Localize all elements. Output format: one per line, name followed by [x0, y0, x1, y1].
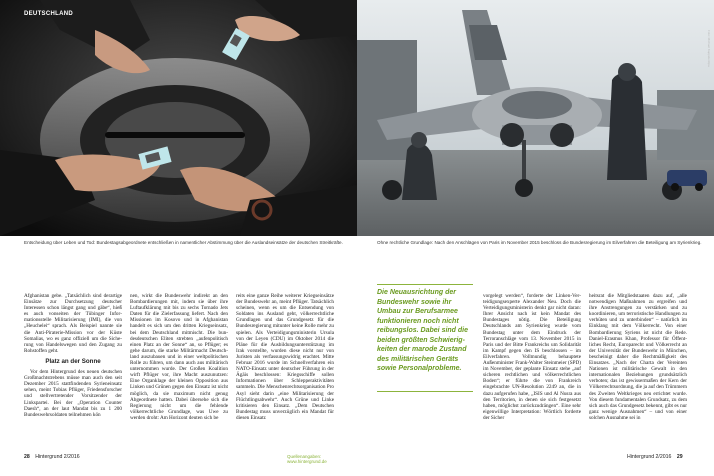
footer-right — [627, 454, 683, 460]
subheading: Platz an der Sonne — [45, 357, 101, 365]
page-number: 29 — [676, 454, 683, 460]
paragraph: heitsrat die Mitgliedstaaten dazu auf, „alle notwendigen Maßnahmen zu ergreifen und ihre Anstrengungen zu verstärken und zu koordinieren, um terroristische Handlungen zu verhüten und zu unterbinden“ – natürlich im Einklang mit dem Völkerrecht. Von einer Bombardierung Syriens ist nicht die Rede. Daniel-Erasmus Khan, Professor für Öffentliches Recht, Europarecht und Völkerrecht an der Universität der Bundeswehr in München, bescheinigt daher die Rechtmäßigkeit des Einsatzes. „Nach der Charta der Vereinten Nationen ist militärische Gewalt in den internationalen Beziehungen grundsätzlich verboten; das ist gewissermaßen der Kern der Völkerrechtsordnung, die ja auf den Trümmern des Zweiten Weltkrieges neu errichtet wurde. Von diesem fundamentalen Grundsatz, zu dem sich auch das Grundgesetz bekennt, gibt es nur ganz wenige Ausnahmen“ – und von einer solchen Ausnahme sei in — [589, 293, 687, 421]
paragraph: nen, wirkt die Bundeswehr indirekt an den Bombardierungen mit, indem sie über ihre Luftaufklärung mit bis zu sechs Tornado Jets Daten für die Zielerfassung liefert. Nach den Missionen im Kosovo und in Afghanistan handelt es sich um den dritten Kriegseinsatz, bei dem Deutschland mitmischt. Die bundesdeutschen Eliten strebten „aufenpolitisch einen Platz an der Sonne“ an, so Pflüger; es gehe darum, die starke Militärmacht Deutschland auszubauen und in einer weltpolitischen Rolle zu führen, um dann auch aus militärisch unternommen wurde. Der Großen Koalition wirft Pflüger vor, ihre Macht auszunutzen: Eine Organklage der kleinen Opposition aus Linken und Grünen gegen den Einsatz ist nicht möglich, da sie maximum nicht genug Abgeordnete hatten. Dabei übersehe sich die Regierung nicht um die fehlende völkerrechtliche Grundlage, was Uwe zu werden droht: Am Horizont deuten sich be — [130, 293, 228, 421]
photo-voting-ballot — [0, 0, 357, 236]
magazine-issue: Hintergrund 2/2016 — [35, 454, 80, 460]
magazine-issue: Hintergrund 2/2016 — [627, 454, 672, 460]
page-number: 28 — [24, 454, 30, 460]
paragraph: Vor dem Hintergrund des neuen deutschen Großmachtstrebens müsse man auch den seit Dezember 2015 stattfindenden Syrieneinsatz sehen, meint Tobias Pflüger, Friedensforscher und stellvertretender Vorsitzender der Linkspartei. Bei der „Operation Counter Daesh“, an der laut Mandat bis zu 1 200 Bundeswehrsoldaten teilnehmen kön — [24, 369, 122, 418]
text-column-3 — [236, 293, 334, 421]
right-page — [357, 0, 714, 476]
photo-credit: Foto: Michael Kappeler/dpa — [707, 30, 711, 67]
photo-caption-left: Entscheidung über Leben und Tod: Bundestagsabgeordnete entschließen in namentlicher Abstimmung über die Auslandseinsätze der deutschen Streitkräfte. — [24, 240, 343, 245]
text-column-6 — [589, 293, 687, 421]
text-column-5 — [483, 293, 581, 421]
photo-tornado-jet — [357, 0, 714, 236]
tornado-photo-illustration — [357, 0, 714, 236]
ballot-photo-illustration — [0, 0, 357, 236]
section-label: DEUTSCHLAND — [24, 11, 73, 17]
paragraph: Afghanistan gebe. „Tatsächlich sind derartige Einsätze zur Durchsetzung deutscher Interessen schon längst gang und gäbe“, hieß es auch vonseiten der Tübinger Informationsstelle Militarisierung (IMI), die von „Heuchelei“ sprach. Als Beispiel nannte sie die Anti-Piraterie-Mission vor der Küste Somalias, wo es ganz offiziell um die Sicherung von Handelswegen und den Zugang zu Rohstoffen geht. — [24, 293, 122, 354]
pull-quote: Die Neuausrichtung der Bundeswehr sowie ihr Umbau zur Berufsarmee funktionieren noch nicht reibungslos. Dabei sind die beiden größten Schwierigkeiten der marode Zustand des militärischen Geräts sowie Personalprobleme. — [377, 284, 473, 392]
photo-caption-right: Ohne rechtliche Grundlage: Nach den Anschlägen von Paris im November 2015 beschloss die Bundesregierung im Eilverfahren die Beteiligung am Syrienkrieg. — [377, 240, 702, 245]
footer-left — [24, 454, 80, 460]
sources-url: Quellenangaben: www.hintergrund.de — [287, 454, 327, 464]
text-column-1 — [24, 293, 122, 418]
paragraph: vorgelegt werden“, forderte der Linken-Verteidigungsexperte Alexander Neu. Doch die Verteidigungsministerin denkt gar nicht daran: Ihrer Ansicht nach ist kein Mandat des Bundestages nötig. Die Beteiligung Deutschlands am Syrienkrieg wurde vom Bundestag unter dem Eindruck der Terroranschläge vom 13. November 2015 in Paris und der Bitte Frankreichs um Solidarität im Kampf gegen den IS beschlossen – im Eilverfahren. Vollmundig behauptete Außenminister Frank-Walter Steinmeier (SPD) im November, der geplante Einsatz stehe „auf sicheren rechtlichen und völkerrechtlichen Boden“; er führte die von Frankreich eingebrachte UN-Resolution 2249 an, die in dazu aufgerufen habe, „ISIS und Al Nusra aus den Territorien, in denen sie sich festgesetzt haben, möglichst zurückzudrängen“. Eine sehr eigenwillige Interpretation: Wörtlich forderte der Sicher — [483, 293, 581, 421]
text-column-2 — [130, 293, 228, 421]
paragraph: reits eine ganze Reihe weiterer Kriegseinsätze der Bundeswehr an, meint Pflüger. Tatsächlich scheinen, wenn es um die Entsendung von Soldaten ins Ausland geht, völkerrechtliche Grundlagen und das Grundgesetz für die Bundesregierung mitunter keine Rolle mehr zu spielen. Als Verteidigungsministerin Ursula von der Leyen (CDU) im Oktober 2014 die Pläne für die Ausbildungsunterstützung im Irak vorstellte, wurden diese nicht nur von Juristen als verfassungswidrig erachtet. Mitte Februar 2016 wurde im Schnellverfahren ein NATO-Einsatz unter deutscher Führung in der Ägäis beschlossen: Kriegsschiffe sollen Informationen über Schlepperaktivitäten sammeln. Die Menschenrechtsorganisation Pro Asyl sieht darin „eine Militarisierung der Flüchtlingsabwehr“. Auch Grüne und Linke kritisieren den Einsatz. „Dem Deutschen Bundestag muss unverzüglich ein Mandat für diesen Einsatz — [236, 293, 334, 421]
